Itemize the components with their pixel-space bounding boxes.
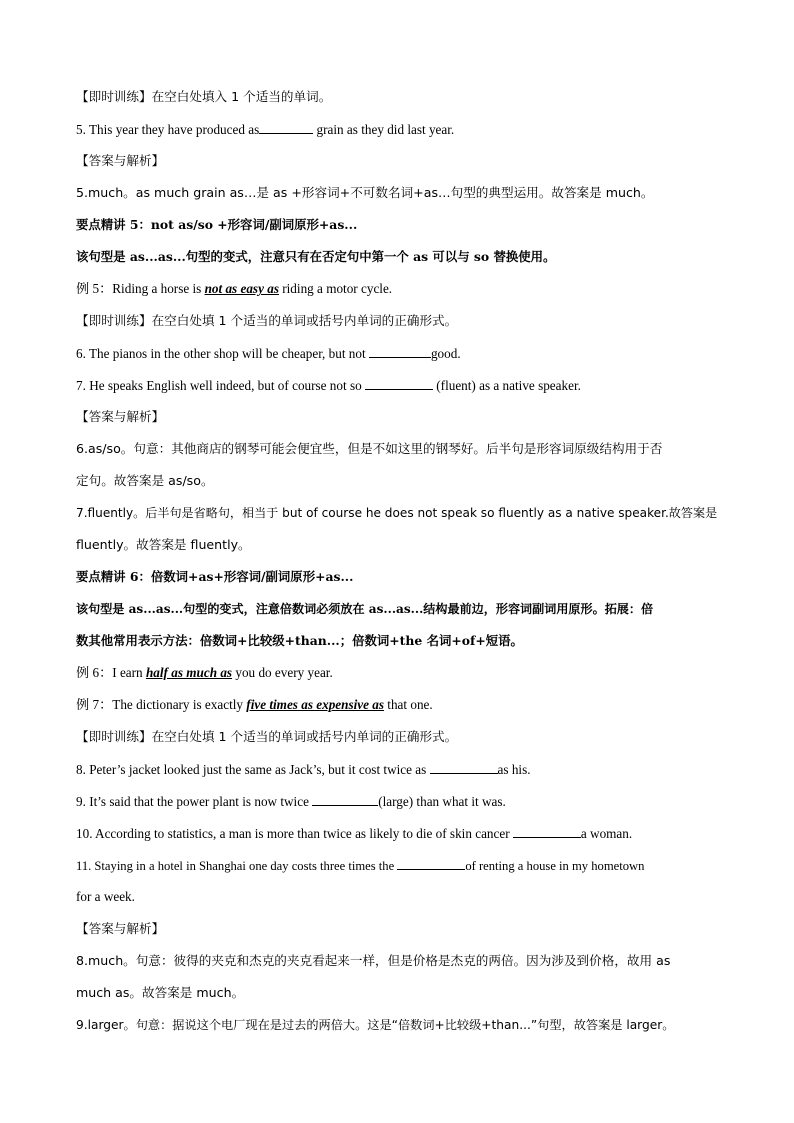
example-7: [76, 697, 722, 713]
answer-heading-text: 【答案与解析】: [76, 921, 165, 936]
practice-instruction-text: 【即时训练】在空白处填入 1 个适当的单词。: [76, 89, 332, 104]
example-text: 例 6：I earn: [76, 665, 146, 680]
question-text: 8. Peter’s jacket looked just the same as Jack’s, but it cost twice as: [76, 762, 430, 777]
practice-instruction-text: 【即时训练】在空白处填 1 个适当的单词或括号内单词的正确形式。: [76, 313, 458, 328]
example-text: 例 7：The dictionary is exactly: [76, 697, 247, 712]
question-text: of renting a house in my hometown: [465, 859, 645, 873]
answer-heading-3: [76, 921, 722, 937]
answer-9: [76, 1017, 722, 1033]
answer-blank[interactable]: [312, 793, 378, 806]
answer-blank[interactable]: [369, 345, 431, 358]
answer-text: 6.as/so。句意：其他商店的钢琴可能会便宜些，但是不如这里的钢琴好。后半句是形容词原级结构用于否: [76, 441, 663, 456]
question-text: as his.: [497, 762, 531, 777]
practice-instruction-1: [76, 89, 722, 105]
answer-blank[interactable]: [397, 857, 465, 870]
answer-text: much as。故答案是 much。: [76, 985, 245, 1000]
example-text: 例 5：Riding a horse is: [76, 281, 205, 296]
key-point-title-text: 要点精讲 6：倍数词+as+形容词/副词原形+as...: [76, 569, 354, 584]
answer-heading-2: [76, 409, 722, 425]
example-highlight: not as easy as: [204, 281, 279, 296]
answer-heading-text: 【答案与解析】: [76, 409, 165, 424]
answer-7-line-1: [76, 505, 722, 521]
question-5: [76, 121, 722, 138]
answer-8-line-1: [76, 953, 722, 969]
key-point-body-text: 该句型是 as...as...句型的变式，注意只有在否定句中第一个 as 可以与 so 替换使用。: [76, 249, 556, 264]
practice-instruction-2: [76, 313, 722, 329]
answer-blank[interactable]: [430, 761, 498, 774]
answer-6-line-1: [76, 441, 722, 457]
example-text: you do every year.: [232, 665, 333, 680]
answer-blank[interactable]: [365, 377, 433, 390]
question-text: grain as they did last year.: [313, 122, 455, 137]
question-text: good.: [430, 346, 461, 361]
key-point-6-body-2: [76, 633, 722, 649]
key-point-5-title: [76, 217, 722, 233]
question-6: [76, 345, 722, 362]
key-point-6-title: [76, 569, 722, 585]
example-6: [76, 665, 722, 681]
answer-text: 7.fluently。后半句是省略句，相当于 but of course he does not speak so fluently as a native speaker.故答案是: [76, 506, 718, 520]
answer-text: 9.larger。句意：据说这个电厂现在是过去的两倍大。这是“倍数词+比较级+than...”句型，故答案是 larger。: [76, 1018, 675, 1032]
question-text: a woman.: [580, 826, 633, 841]
question-11-line-1: [76, 857, 722, 874]
question-text: 11. Staying in a hotel in Shanghai one day costs three times the: [76, 859, 398, 873]
practice-instruction-3: [76, 729, 722, 745]
answer-heading-text: 【答案与解析】: [76, 153, 165, 168]
key-point-body-text: 数其他常用表示方法：倍数词+比较级+than...；倍数词+the 名词+of+短语。: [76, 633, 523, 648]
question-text: 7. He speaks English well indeed, but of course not so: [76, 378, 365, 393]
key-point-5-body: [76, 249, 722, 265]
answer-5: [76, 185, 722, 201]
answer-text: 5.much。as much grain as…是 as +形容词+不可数名词+as…句型的典型运用。故答案是 much。: [76, 185, 654, 200]
question-text: 10. According to statistics, a man is more than twice as likely to die of skin cancer: [76, 826, 513, 841]
example-text: riding a motor cycle.: [278, 281, 393, 296]
question-10: [76, 825, 722, 842]
practice-instruction-text: 【即时训练】在空白处填 1 个适当的单词或括号内单词的正确形式。: [76, 729, 458, 744]
key-point-6-body-1: [76, 601, 722, 617]
answer-8-line-2: [76, 985, 722, 1001]
question-text: for a week.: [76, 889, 135, 904]
example-highlight: five times as expensive as: [246, 697, 384, 712]
question-text: (fluent) as a native speaker.: [432, 378, 581, 393]
key-point-body-text: 该句型是 as...as...句型的变式，注意倍数词必须放在 as...as...结构最前边，形容词副词用原形。拓展：倍: [76, 602, 654, 616]
question-9: [76, 793, 722, 810]
question-8: [76, 761, 722, 778]
question-text: 5. This year they have produced as: [76, 122, 260, 137]
answer-text: fluently。故答案是 fluently。: [76, 537, 251, 552]
question-7: [76, 377, 722, 394]
answer-6-line-2: [76, 473, 722, 489]
answer-blank[interactable]: [513, 825, 581, 838]
example-5: [76, 281, 722, 297]
example-text: that one.: [384, 697, 433, 712]
key-point-title-text: 要点精讲 5：not as/so +形容词/副词原形+as...: [76, 217, 358, 232]
question-text: 6. The pianos in the other shop will be cheaper, but not: [76, 346, 369, 361]
answer-heading-1: [76, 153, 722, 169]
answer-text: 定句。故答案是 as/so。: [76, 473, 214, 488]
question-11-line-2: [76, 889, 722, 905]
answer-7-line-2: [76, 537, 722, 553]
question-text: 9. It’s said that the power plant is now twice: [76, 794, 313, 809]
example-highlight: half as much as: [145, 665, 233, 680]
answer-text: 8.much。句意：彼得的夹克和杰克的夹克看起来一样，但是价格是杰克的两倍。因为涉及到价格，故用 as: [76, 953, 671, 968]
answer-blank[interactable]: [259, 121, 313, 134]
question-text: (large) than what it was.: [378, 794, 506, 809]
